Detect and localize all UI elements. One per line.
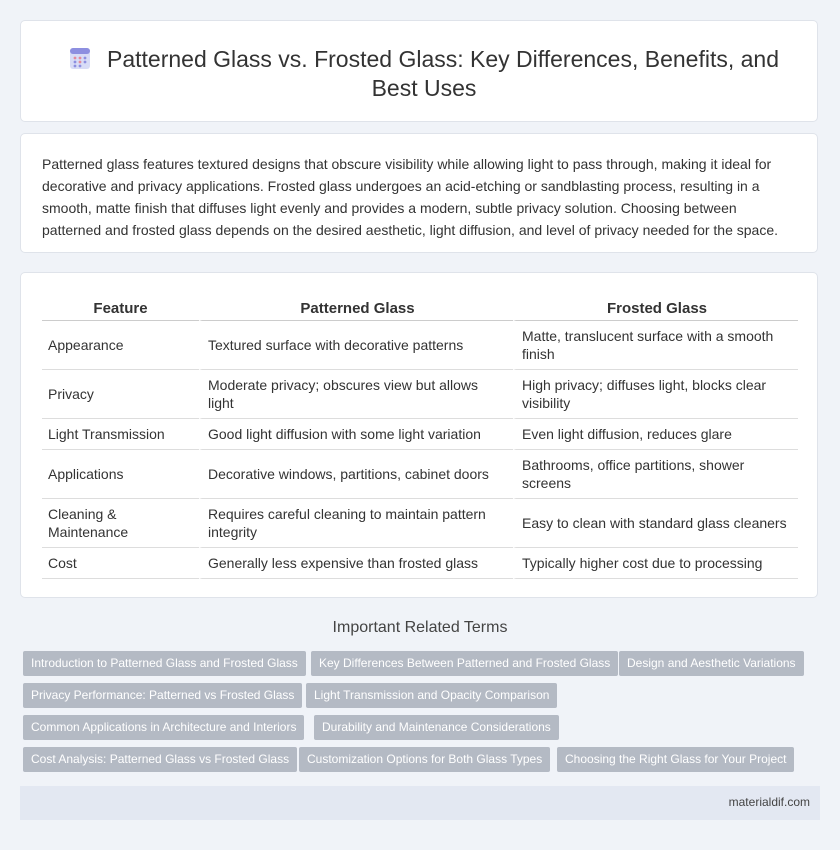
frosted-cell: Easy to clean with standard glass cleaners xyxy=(513,499,798,548)
related-tag[interactable]: Choosing the Right Glass for Your Project xyxy=(557,747,794,772)
header-card xyxy=(20,20,818,122)
header-frosted: Frosted Glass xyxy=(513,293,798,321)
related-tag[interactable]: Privacy Performance: Patterned vs Frosted Glass xyxy=(23,683,302,708)
header-patterned: Patterned Glass xyxy=(199,293,513,321)
feature-cell: Cost xyxy=(42,548,199,579)
intro-text: Patterned glass features textured designs that obscure visibility while allowing light to pass through, making it ideal for decorative and privacy applications. Frosted glass undergoes an acid-etching or sandblasting process, resulting in a smooth, matte finish that diffuses light evenly and provides a modern, subtle privacy solution. Choosing between patterned and frosted glass depends on the desired aesthetic, light diffusion, and level of privacy needed for the space. xyxy=(42,156,779,238)
table-row xyxy=(42,419,798,450)
table-row xyxy=(42,548,798,579)
feature-cell: Applications xyxy=(42,450,199,499)
patterned-cell: Requires careful cleaning to maintain pattern integrity xyxy=(199,499,513,548)
page-title-wrap xyxy=(51,45,797,103)
related-tag[interactable]: Durability and Maintenance Considerations xyxy=(314,715,559,740)
frosted-cell: Bathrooms, office partitions, shower screens xyxy=(513,450,798,499)
footer xyxy=(20,786,820,820)
patterned-cell: Moderate privacy; obscures view but allows light xyxy=(199,370,513,419)
frosted-cell: Even light diffusion, reduces glare xyxy=(513,419,798,450)
related-tag[interactable]: Light Transmission and Opacity Comparison xyxy=(306,683,557,708)
table-row xyxy=(42,499,798,548)
page-title: Patterned Glass vs. Frosted Glass: Key Differences, Benefits, and Best Uses xyxy=(107,46,779,101)
related-tag[interactable]: Customization Options for Both Glass Types xyxy=(299,747,550,772)
comparison-card xyxy=(20,272,818,598)
related-tag[interactable]: Key Differences Between Patterned and Frosted Glass xyxy=(311,651,618,676)
header-feature: Feature xyxy=(42,293,199,321)
patterned-cell: Good light diffusion with some light variation xyxy=(199,419,513,450)
related-tag[interactable]: Common Applications in Architecture and Interiors xyxy=(23,715,304,740)
intro-card xyxy=(20,133,818,253)
document-grid-icon xyxy=(69,46,91,70)
frosted-cell: High privacy; diffuses light, blocks clear visibility xyxy=(513,370,798,419)
comparison-table xyxy=(42,293,798,579)
patterned-cell: Decorative windows, partitions, cabinet doors xyxy=(199,450,513,499)
feature-cell: Appearance xyxy=(42,321,199,370)
related-tag[interactable]: Design and Aesthetic Variations xyxy=(619,651,804,676)
feature-cell: Light Transmission xyxy=(42,419,199,450)
frosted-cell: Typically higher cost due to processing xyxy=(513,548,798,579)
table-row xyxy=(42,370,798,419)
footer-site[interactable]: materialdif.com xyxy=(728,795,810,809)
patterned-cell: Textured surface with decorative patterns xyxy=(199,321,513,370)
related-tag[interactable]: Introduction to Patterned Glass and Frosted Glass xyxy=(23,651,306,676)
patterned-cell: Generally less expensive than frosted glass xyxy=(199,548,513,579)
table-row xyxy=(42,450,798,499)
table-row xyxy=(42,321,798,370)
feature-cell: Cleaning & Maintenance xyxy=(42,499,199,548)
feature-cell: Privacy xyxy=(42,370,199,419)
related-terms-title: Important Related Terms xyxy=(332,619,508,636)
table-header-row xyxy=(42,293,798,321)
frosted-cell: Matte, translucent surface with a smooth finish xyxy=(513,321,798,370)
related-tag[interactable]: Cost Analysis: Patterned Glass vs Frosted Glass xyxy=(23,747,297,772)
